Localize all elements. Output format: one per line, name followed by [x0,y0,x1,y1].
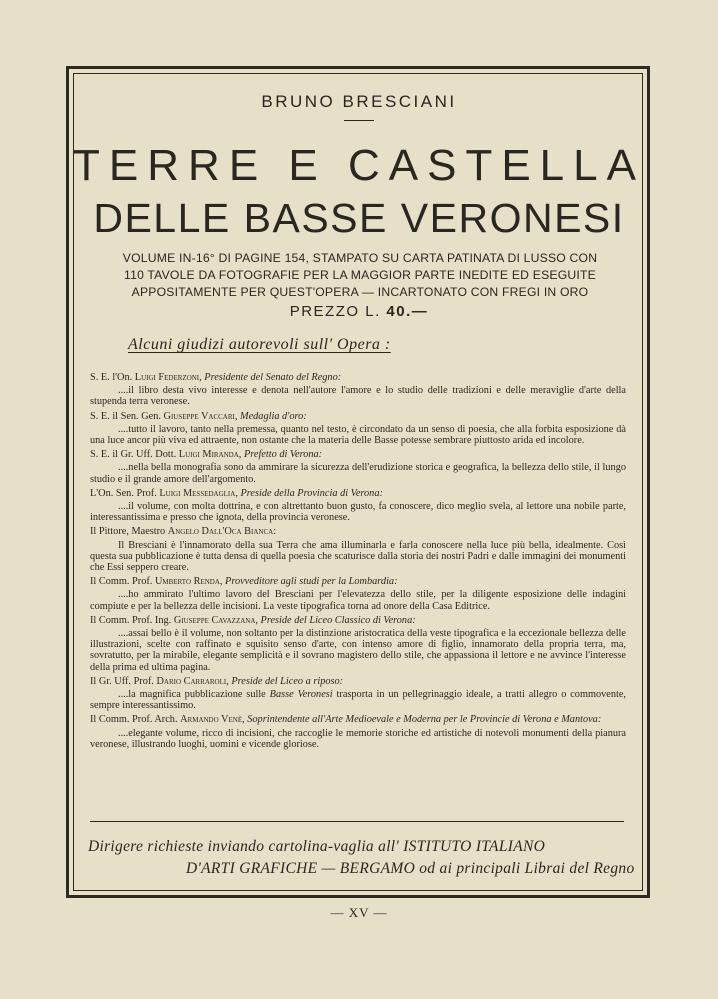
reviewer-role: Soprintendente all'Arte Medioevale e Moderna per le Provincie di Verona e Mantova: [247,714,602,726]
reviewer-name: Luigi Miranda, [178,449,242,461]
review-entry [90,714,626,750]
price-label: PREZZO L. [289,303,381,320]
reviewer [90,576,626,587]
review-quote: ....la magnifica pubblicazione sulle Basse Veronesi trasporta in un pellegrinaggio ideale, a tratti allegro o commovente, sempre interessantissimo. [90,689,626,712]
reviewer [90,714,626,725]
review-quote: ....ho ammirato l'ultimo lavoro del Bresciani per l'elevatezza dello stile, per la diligente esposizione delle indagini compiute e per la bellezza delle incisioni. La veste tipografica torna ad onore della Casa Editrice. [90,589,626,612]
reviewer [90,488,626,499]
reviewer-title: Il Comm. Prof. Arch. [90,714,178,726]
reviewer [90,411,626,422]
reviewer-name: Giuseppe Vaccari, [163,410,238,422]
reviewer-title: S. E. il Gr. Uff. Dott. [90,449,177,461]
review-quote: ....elegante volume, ricco di incisioni, che raccoglie le memorie storiche ed artistiche di notevoli monumenti della pianura veronese, illustrando luoghi, uomini e vicende gloriose. [90,727,626,750]
review-quote: ....tutto il lavoro, tanto nella premessa, quanto nel testo, è circondato da un senso di poesia, che alla forbita esposizione dà una luce ancor più viva ed attraente, non ostante che la materia delle Basse potesse sembrare piuttosto arida ed incolore. [90,423,626,447]
review-entry [90,372,626,408]
reviews-list [90,372,626,753]
reviewer-title: Il Comm. Prof. Ing. [90,614,172,626]
ordering-line-1: Dirigere richieste inviando cartolina-vaglia all' ISTITUTO ITALIANO [88,838,546,855]
reviewer-name: Dario Carraroli, [156,675,229,687]
spec-line: 110 TAVOLE DA FOTOGRAFIE PER LA MAGGIOR PARTE INEDITE ED ESEGUITE [124,268,596,282]
reviewer-title: Il Pittore, Maestro [90,526,166,538]
reviewer-role: Preside del Liceo Classico di Verona: [260,614,416,626]
reviewer [90,676,626,687]
reviewer-name: Umberto Renda, [154,576,223,588]
review-quote: ....il volume, con molta dottrina, e con altrettanto buon gusto, fa conoscere, dico meglio svela, al lettore una nobile parte, interessantissima e presso che ignota, della provincia veronese. [90,501,626,524]
review-quote: ....assai bello è il volume, non soltanto per la distinzione aristocratica della veste tipografica e la eccezionale bellezza delle illustrazioni, scelte con raffinato e squisito senso d'arte, con intenso amore di figlio, innamorato della propria terra, ma, sovratutto, per la mirabile, elegante semplicità e il sovrano magistero dello stile, che appassiona il lettore e ne avvince l'interesse della prima ed ultima pagina. [90,628,626,673]
reviewer [90,615,626,626]
book-title-line-1: TERRE E CASTELLA [73,141,645,190]
quote-emphasis: Basse Veronesi [269,689,333,701]
review-entry [90,488,626,524]
page-number: — XV — [330,905,388,920]
reviewer-name: Giuseppe Cavazzana, [173,614,258,626]
reviewer-title: S. E. il Sen. Gen. [90,410,161,422]
review-entry [90,449,626,485]
price [0,303,718,320]
ordering-line-2: D'ARTI GRAFICHE — BERGAMO od ai principali Librai del Regno [186,860,635,877]
reviewer-role: Preside della Provincia di Verona: [240,487,383,499]
review-quote: ....il libro desta vivo interesse e denota nell'autore l'amore e lo studio delle tradizioni e delle meraviglie d'arte della stupenda terra veronese. [90,385,626,408]
reviewer [90,449,626,460]
review-quote: Il Bresciani è l'innamorato della sua Terra che ama illuminarla e farla conoscere nella luce più bella, idealmente. Così questa sua pubblicazione è tutta densa di quella poesia che scaturisce dalla storia dei nostri Padri e dalle immagini dei monumenti che Essi seppero creare. [90,539,626,574]
author-name: BRUNO BRESCIANI [261,92,457,111]
reviewer-role: Presidente del Senato del Regno: [204,372,342,383]
spec-line: VOLUME IN-16° DI PAGINE 154, STAMPATO SU CARTA PATINATA DI LUSSO CON [122,251,598,265]
reviewer-role: Prefetto di Verona: [243,449,323,461]
reviewer-role: Provveditore agli studi per la Lombardia: [225,576,398,588]
review-entry [90,615,626,673]
price-value: 40.— [386,303,429,320]
review-entry [90,576,626,612]
reviewer-name: Luigi Federzoni, [134,372,202,383]
reviewer-name: Luigi Messedaglia, [159,487,238,499]
reviewer-title: L'On. Sen. Prof. [90,487,157,499]
reviewer [90,372,626,383]
ordering-info [88,836,635,880]
review-quote: ....nella bella monografia sono da ammirare la sicurezza dell'erudizione storica e geografica, la bellezza dello stile, il lungo studio e il grande amore dell'argomento. [90,462,626,485]
reviewer-title: Il Gr. Uff. Prof. [90,675,154,687]
book-specifications [110,250,610,301]
reviewer-title: S. E. l'On. [90,372,133,383]
spec-line: APPOSITAMENTE PER QUEST'OPERA — INCARTONATO CON FREGI IN ORO [131,285,589,299]
reviews-heading: Alcuni giudizi autorevoli sull' Opera : [128,336,391,353]
review-entry [90,411,626,447]
reviewer-name: Angelo Dall'Oca Bianca: [167,526,277,538]
reviewer-title: Il Comm. Prof. [90,576,153,588]
reviewer-name: Armando Venè, [180,714,245,726]
reviewer [90,526,626,537]
review-entry [90,676,626,712]
reviewer-role: Preside del Liceo a riposo: [231,675,344,687]
bottom-divider [90,821,624,822]
reviewer-role: Medaglia d'oro: [240,410,307,422]
review-entry [90,526,626,573]
author-divider [344,120,374,121]
book-title-line-2: DELLE BASSE VERONESI [93,195,625,241]
